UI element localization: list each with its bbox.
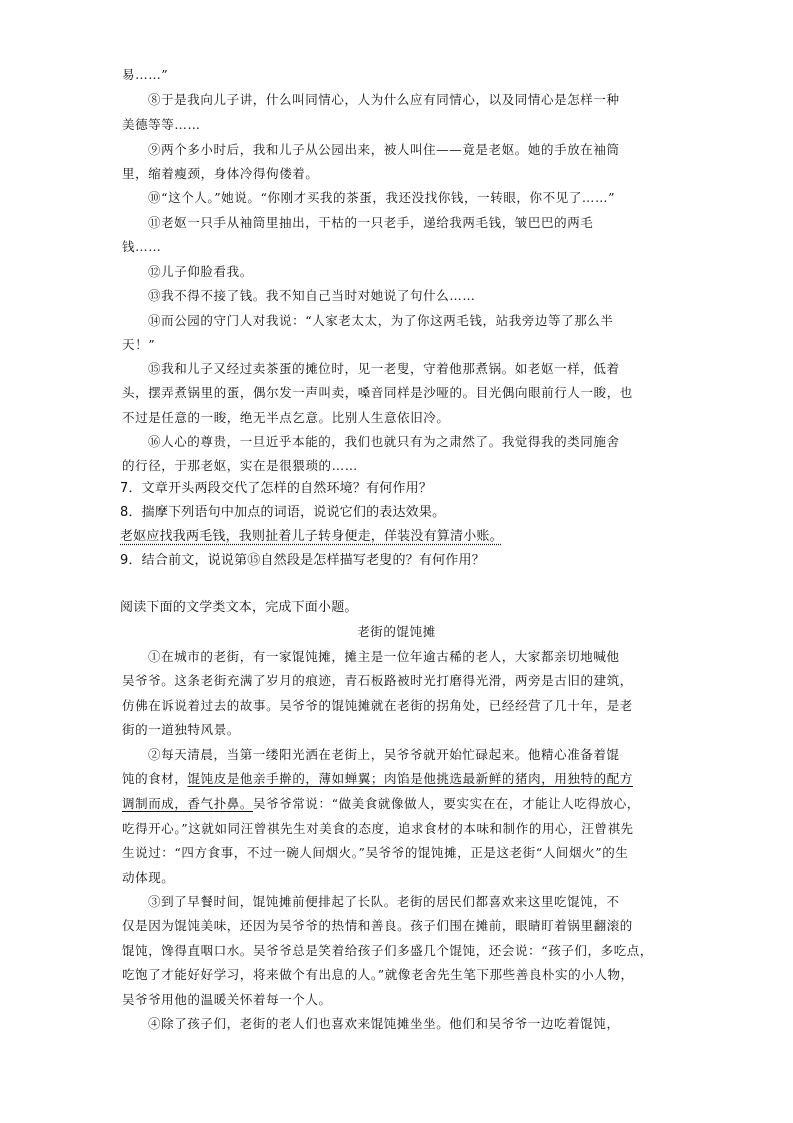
passage-line: 头，摆弄煮锅里的蛋，偶尔发一声叫卖，嗓音同样是沙哑的。目光偶向眼前行人一睃，也 [122,385,633,400]
question-7: 7．文章开头两段交代了怎样的自然环境？有何作用？ [120,481,433,496]
paragraph-line: 仅是因为馄饨美味，还因为吴爷爷的热情和善良。孩子们围在摊前，眼睛盯着锅里翻滚的 [122,918,633,933]
paragraph-line: ③到了早餐时间，馄饨摊前便排起了长队。老街的居民们都喜欢来这里吃馄饨，不 [148,894,620,909]
reading-instruction: 阅读下面的文学类文本，完成下面小题。 [120,600,358,615]
paragraph-line: ①在城市的老街，有一家馄饨摊，摊主是一位年逾古稀的老人，大家都亲切地喊他 [148,649,620,664]
passage-line: 美德等等…… [122,117,201,132]
paragraph-line: 仿佛在诉说着过去的故事。吴爷爷的馄饨摊就在老街的拐角处，已经经营了几十年，是老 [122,698,633,713]
paragraph-line: 街的一道独特风景。 [122,722,240,737]
question-8-sentence: 老妪应找我两毛钱，我则扯着儿子转身便走，佯装没有算清小账。 [120,529,503,544]
paragraph-line: 吴爷爷。这条老街充满了岁月的痕迹，青石板路被时光打磨得光滑，两旁是古旧的建筑， [122,673,633,688]
passage-line: ⑨两个多小时后，我和儿子从公园出来，被人叫住——竟是老妪。她的手放在袖筒 [148,142,620,157]
underlined-sentence: 馄饨皮是他亲手擀的，薄如蝉翼；肉馅是他挑选最新鲜的猪肉，用独特的配方 [187,771,633,786]
passage-line: ⑬我不得不接了钱。我不知自己当时对她说了句什么…… [148,288,476,303]
passage-line: 易……” [122,67,169,82]
passage-line: ⑫儿子仰脸看我。 [148,264,253,279]
question-8: 8．揣摩下列语句中加点的词语，说说它们的表达效果。 [120,505,446,520]
passage-line: ⑮我和儿子又经过卖茶蛋的摊位时，见一老叟，守着他那煮锅。如老妪一样，低着 [148,361,620,376]
paragraph-line: 吃饱了才能好好学习，将来做个有出息的人。”就像老舍先生笔下那些善良朴实的小人物， [122,967,634,982]
question-9: 9．结合前文，说说第⑮自然段是怎样描写老叟的？有何作用？ [120,553,485,568]
article-title: 老街的馄饨摊 [357,624,436,639]
passage-line: 不过是任意的一睃，绝无半点乞意。比别人生意依旧冷。 [122,410,450,425]
passage-line: 天！” [122,337,156,352]
paragraph-line: 吃得开心。”这就如同汪曾祺先生对美食的态度，追求食材的本味和制作的用心，汪曾祺先 [122,821,634,836]
paragraph-text: 饨的食材， [122,771,188,786]
paragraph-line: ②每天清晨，当第一缕阳光洒在老街上，吴爷爷就开始忙碌起来。他精心准备着馄 [148,747,620,762]
passage-line: ⑪老妪一只手从袖筒里抽出，干枯的一只老手，递给我两毛钱，皱巴巴的两毛 [148,215,594,230]
paragraph-line: 吴爷爷用他的温暖关怀着每一个人。 [122,992,332,1007]
passage-line: ⑧于是我向儿子讲，什么叫同情心，人为什么应有同情心，以及同情心是怎样一种 [148,92,620,107]
passage-line: 钱…… [122,239,162,254]
passage-line: ⑩“这个人。”她说。“你刚才买我的茶蛋，我还没找你钱，一转眼，你不见了……” [148,190,616,205]
passage-line: ⑯人心的尊贵，一旦近乎本能的，我们也就只有为之肃然了。我觉得我的类同施舍 [148,434,620,449]
paragraph-line: ④除了孩子们，老街的老人们也喜欢来馄饨摊坐坐。他们和吴爷爷一边吃着馄饨， [148,1016,620,1031]
passage-line: 的行径，于那老妪，实在是很猥琐的…… [122,458,358,473]
paragraph-text: 吴爷爷常说：“做美食就像做人，要实实在在，才能让人吃得放心， [253,796,640,811]
paragraph-line [122,795,670,813]
paragraph-line: 生说过：“四方食事，不过一碗人间烟火。”吴爷爷的馄饨摊，正是这老街“人间烟火”的生 [122,845,629,860]
passage-line: 里，缩着瘦颈，身体冷得佝偻着。 [122,166,319,181]
paragraph-line [122,770,670,788]
paragraph-line: 馄饨，馋得直咽口水。吴爷爷总是笑着给孩子们多盛几个馄饨，还会说：“孩子们，多吃点， [122,943,653,958]
underlined-sentence: 调制而成，香气扑鼻。 [122,796,254,811]
passage-line: ⑭而公园的守门人对我说：“人家老太太，为了你这两毛钱，站我旁边等了那么半 [148,313,614,328]
paragraph-line: 动体现。 [122,870,175,885]
